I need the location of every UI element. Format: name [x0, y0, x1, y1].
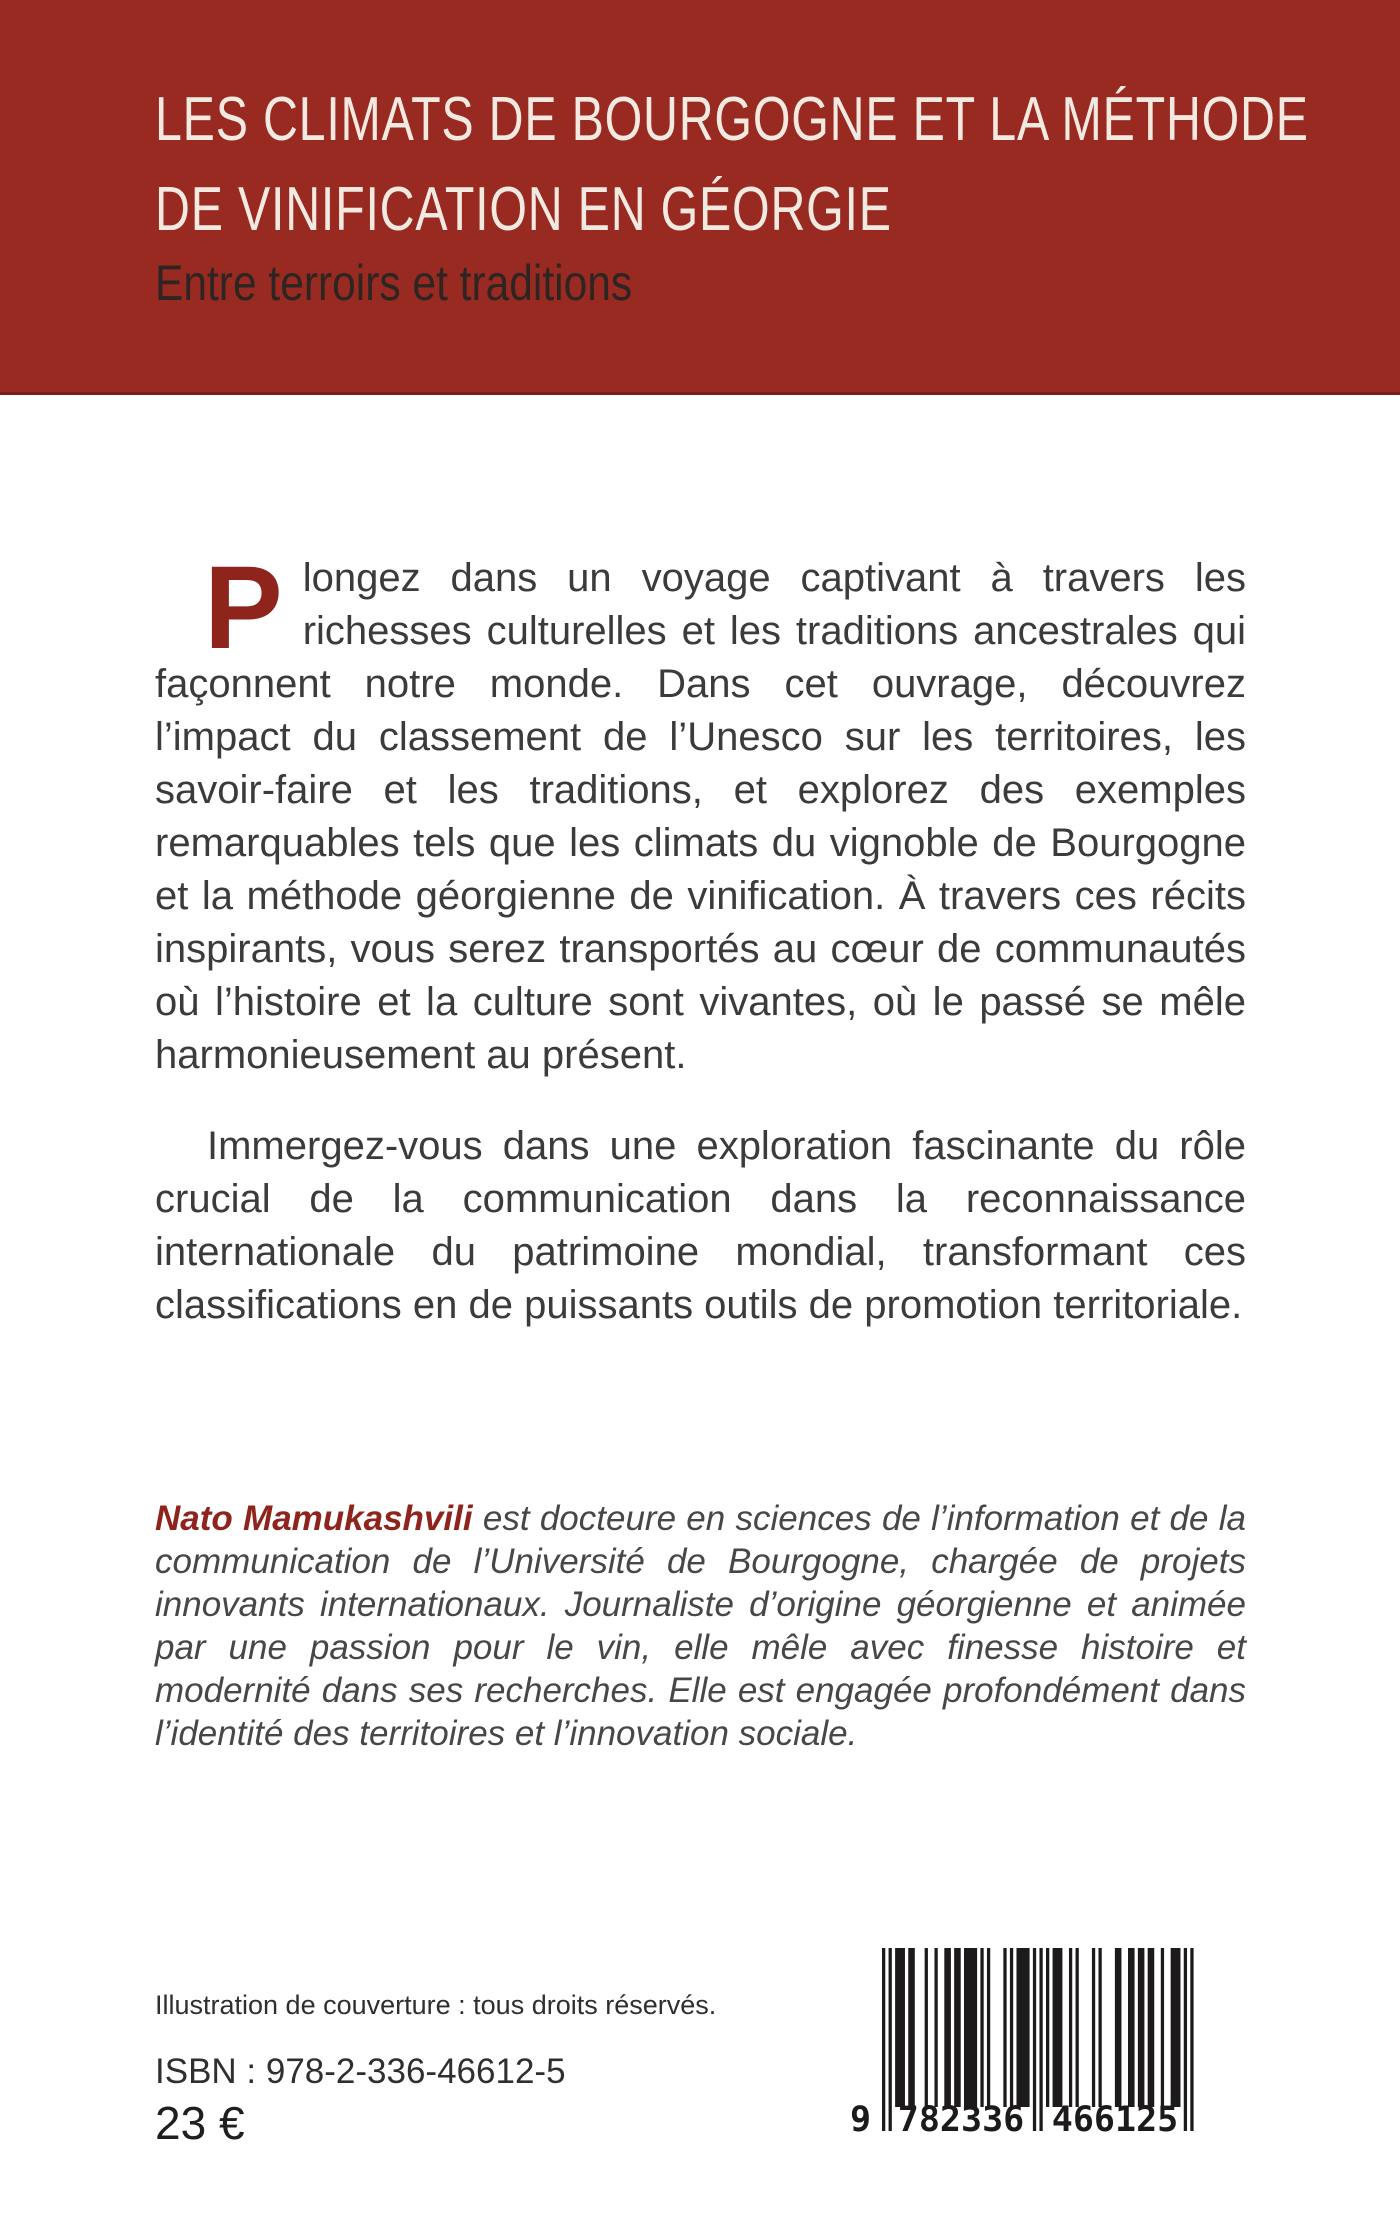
author-name: Nato Mamukashvili [155, 1499, 473, 1538]
author-bio-paragraph [155, 1497, 1246, 1755]
drop-cap: P [204, 542, 283, 674]
isbn-number: ISBN : 978-2-336-46612-5 [155, 2052, 566, 2091]
author-bio-text: est docteure en sciences de l’information et de la communication de l’Université de Bourgogne, chargée de projets innovants internationaux. Journaliste d’origine géorgienne et animée par une passion pour le vin, elle mêle avec finesse histoire et modernité dans ses recherches. Elle est engagée profondément dans l’identité des territoires et l’innovation sociale. [155, 1499, 1246, 1753]
title-band [0, 0, 1400, 395]
barcode-digit-first: 9 [850, 2100, 872, 2134]
barcode-digits-left: 782336 [897, 2100, 1025, 2134]
book-title-line1: LES CLIMATS DE BOURGOGNE ET LA MÉTHODE [155, 85, 1309, 154]
book-subtitle: Entre terroirs et traditions [155, 255, 633, 311]
book-title-line2: DE VINIFICATION EN GÉORGIE [155, 175, 892, 244]
price: 23 € [155, 2097, 245, 2149]
cover-illustration-credit: Illustration de couverture : tous droits réservés. [155, 1990, 717, 2020]
author-bio-section [155, 1497, 1246, 1755]
synopsis-paragraph-2: Immergez-vous dans une exploration fascinante du rôle crucial de la communication dans la reconnaissance internationale du patrimoine mondial, transformant ces classifications en de puissants outils de promotion territoriale. [155, 1124, 1246, 1327]
synopsis-paragraph-1-text: longez dans un voyage captivant à travers les richesses culturelles et les traditions ancestrales qui façonnent notre monde. Dans cet ouvrage, découvrez l’impact du classement de l’Unesco sur les territoires, les savoir-faire et les traditions, et explorez des exemples remarquables tels que les climats du vignoble de Bourgogne et la méthode géorgienne de vinification. À travers ces récits inspirants, vous serez transportés au cœur de communautés où l’histoire et la culture sont vivantes, où le passé se mêle harmonieusement au présent. [155, 556, 1246, 1077]
synopsis-section [155, 542, 1246, 1332]
synopsis-paragraph-1 [155, 542, 1246, 1082]
barcode-digits-right: 466125 [1051, 2100, 1179, 2134]
ean13-barcode [848, 1948, 1196, 2134]
